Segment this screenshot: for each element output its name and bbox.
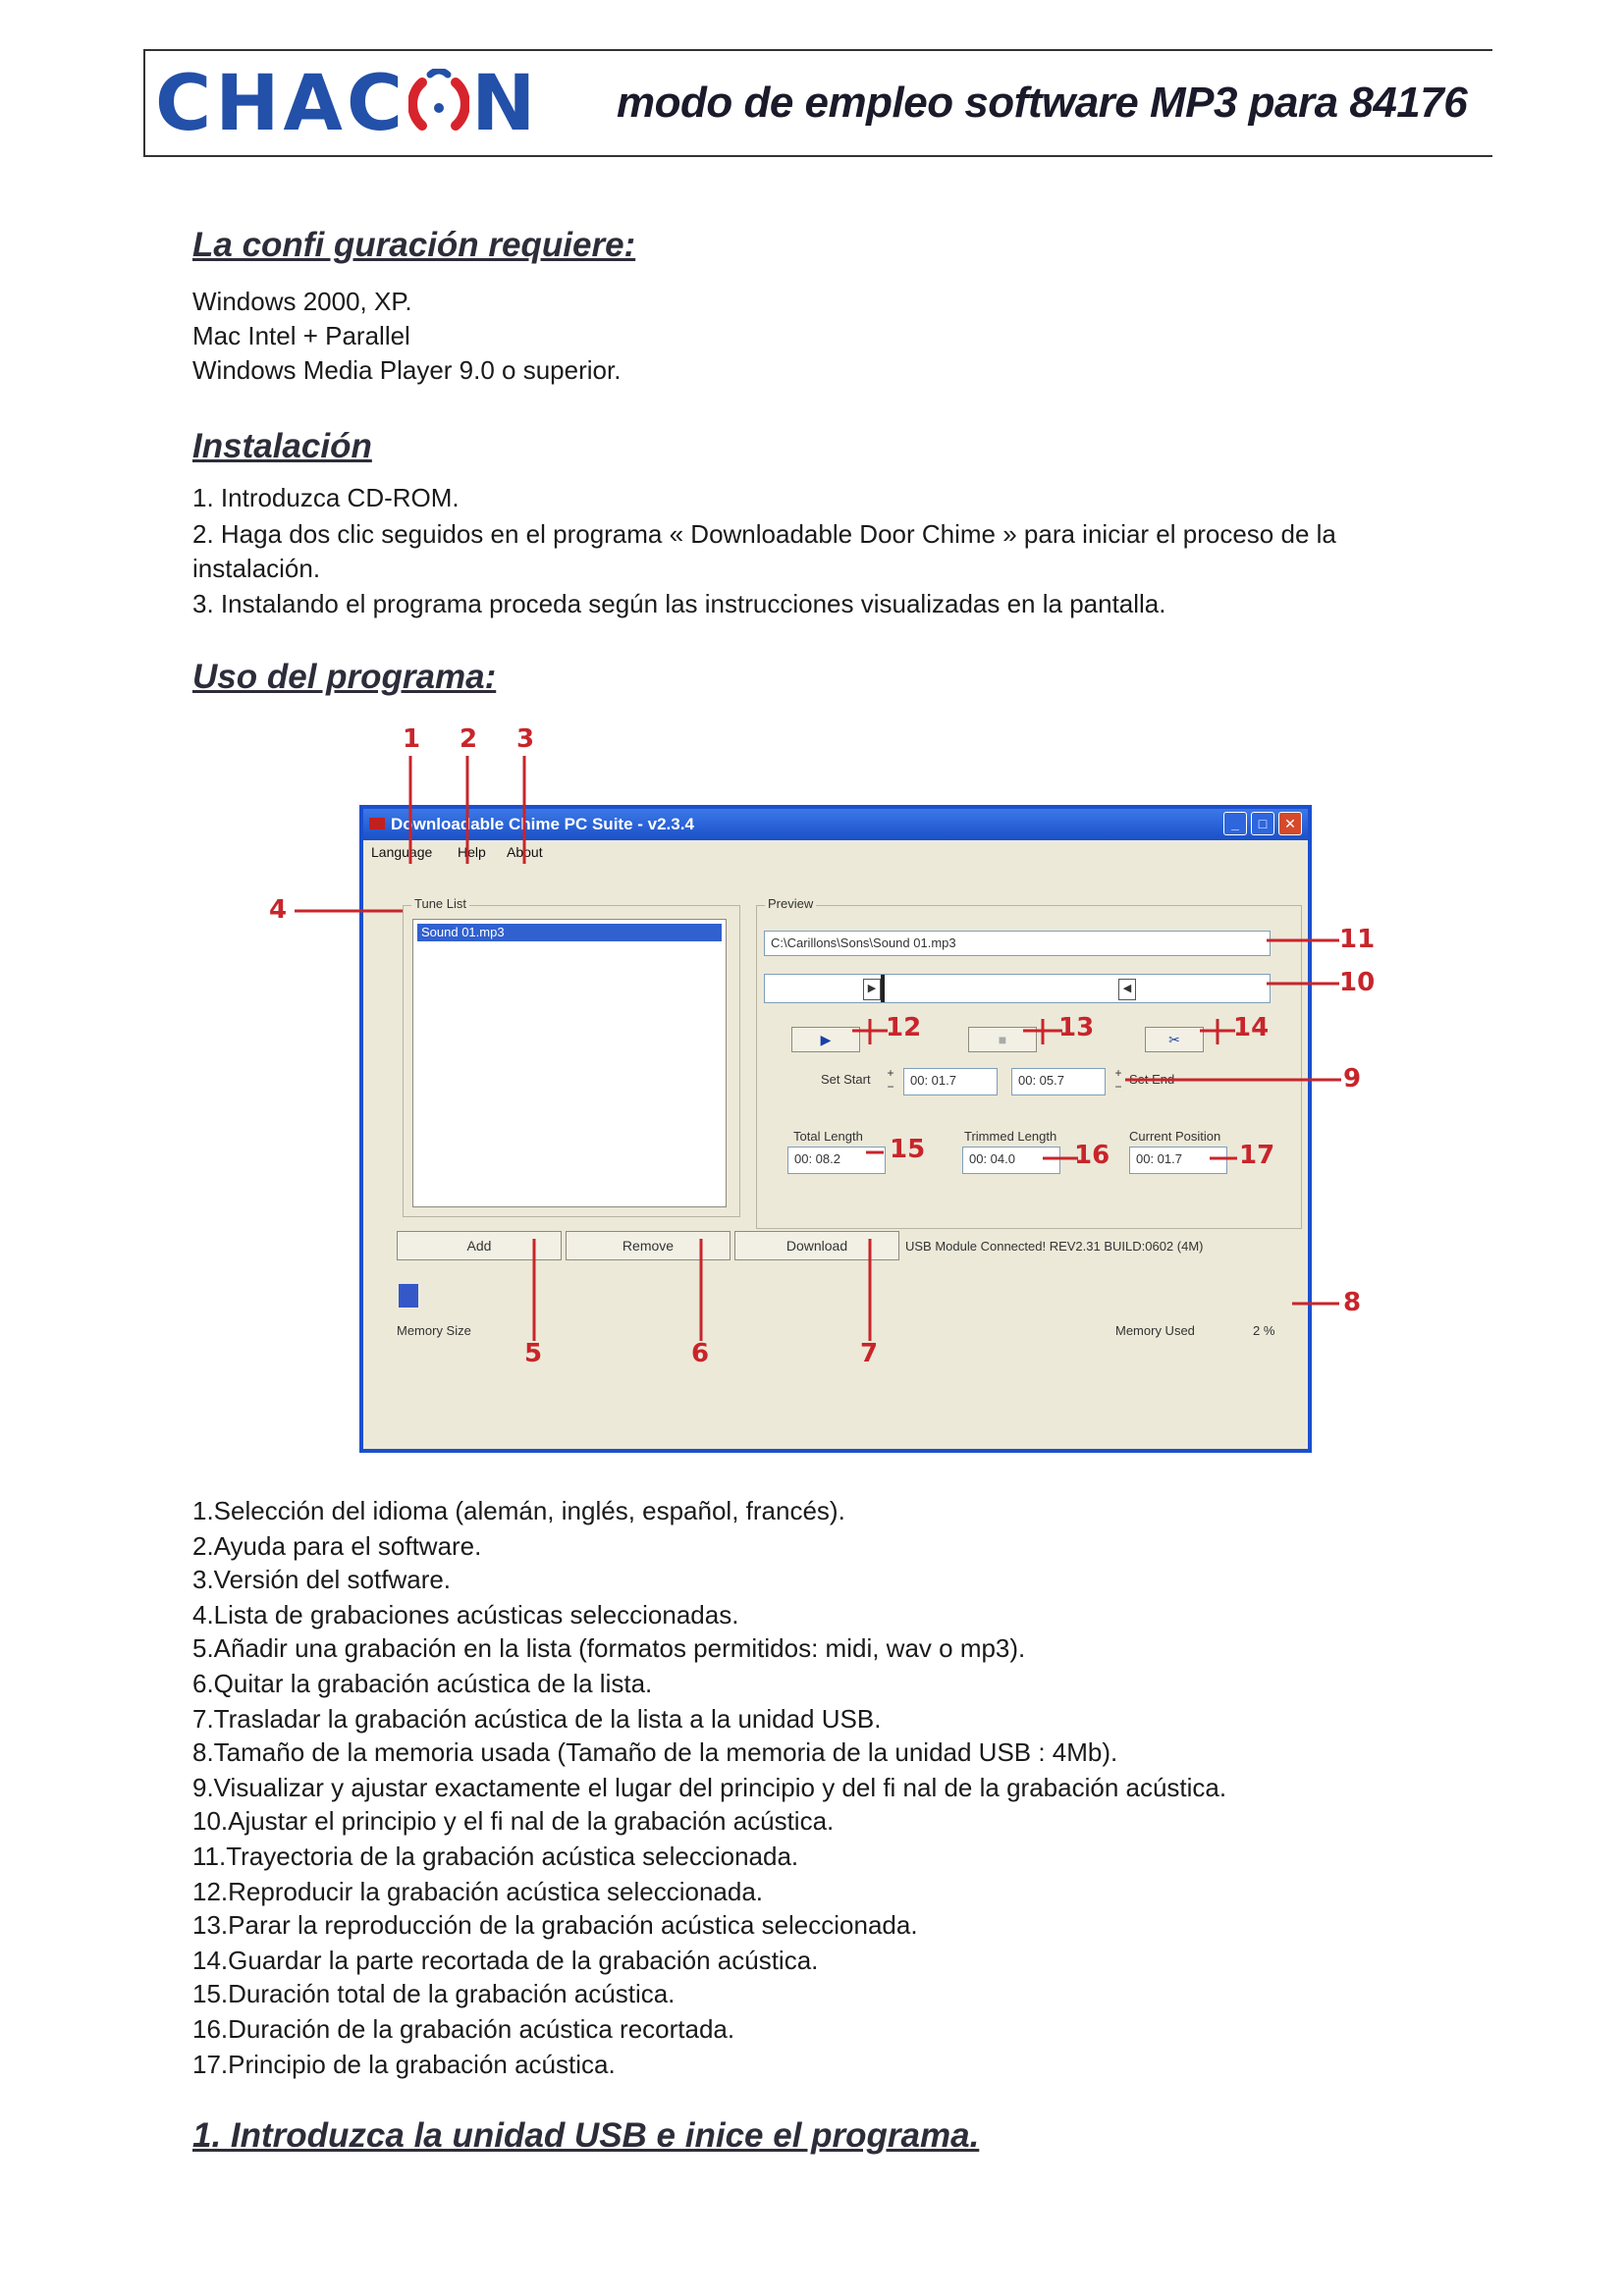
legend-item: 11.Trayectoria de la grabación acústica seleccionada.: [192, 1842, 799, 1871]
callout-14: 14: [1233, 1013, 1270, 1042]
maximize-button[interactable]: □: [1251, 812, 1274, 835]
callout-9: 9: [1343, 1064, 1362, 1094]
preview-label: Preview: [765, 896, 816, 911]
play-icon: ▶: [820, 1032, 832, 1047]
close-button[interactable]: ✕: [1278, 812, 1302, 835]
callout-16: 16: [1074, 1141, 1110, 1170]
usb-status: USB Module Connected! REV2.31 BUILD:0602 (4M): [905, 1239, 1204, 1254]
set-start-spinner[interactable]: + −: [887, 1066, 894, 1094]
step1-heading: 1. Introduzca la unidad USB e inice el programa.: [192, 2116, 980, 2155]
minimize-button[interactable]: _: [1223, 812, 1247, 835]
menu-help[interactable]: Help: [458, 844, 486, 860]
file-path-field: C:\Carillons\Sons\Sound 01.mp3: [764, 931, 1271, 956]
callout-7: 7: [860, 1339, 879, 1368]
installation-step: 3. Instalando el programa proceda según las instrucciones visualizadas en la pantalla.: [192, 589, 1166, 618]
callout-12: 12: [886, 1013, 922, 1042]
end-time-field[interactable]: 00: 05.7: [1011, 1068, 1106, 1095]
callout-5: 5: [524, 1339, 543, 1368]
legend-item: 15.Duración total de la grabación acústica.: [192, 1979, 676, 2008]
callout-2: 2: [460, 724, 478, 754]
callout-13: 13: [1058, 1013, 1095, 1042]
list-item[interactable]: Sound 01.mp3: [417, 924, 722, 941]
callout-11: 11: [1339, 925, 1376, 954]
current-position-field: 00: 01.7: [1129, 1147, 1227, 1174]
callout-15: 15: [890, 1135, 926, 1164]
callout-17: 17: [1239, 1141, 1275, 1170]
legend-item: 7.Trasladar la grabación acústica de la lista a la unidad USB.: [192, 1704, 882, 1734]
menu-language[interactable]: Language: [371, 844, 433, 860]
callout-1: 1: [403, 724, 421, 754]
logo-text-right: N: [471, 60, 540, 148]
legend-item: 4.Lista de grabaciones acústicas seleccionadas.: [192, 1600, 739, 1629]
total-length-label: Total Length: [793, 1129, 863, 1144]
end-marker-icon[interactable]: ◀: [1118, 979, 1136, 1000]
legend-item: 1.Selección del idioma (alemán, inglés, español, francés).: [192, 1496, 845, 1525]
installation-step: 2. Haga dos clic seguidos en el programa « Downloadable Door Chime » para iniciar el proceso de la instalación.: [192, 519, 1336, 583]
installation-heading: Instalación: [192, 427, 372, 465]
set-end-spinner[interactable]: + −: [1114, 1066, 1122, 1094]
set-start-label: Set Start: [821, 1072, 871, 1087]
memory-size-label: Memory Size: [397, 1323, 471, 1338]
stop-icon: ■: [998, 1032, 1007, 1047]
scissors-icon: ✂: [1168, 1032, 1180, 1047]
callout-10: 10: [1339, 968, 1376, 997]
requirement-line: Mac Intel + Parallel: [192, 321, 410, 350]
legend-item: 17.Principio de la grabación acústica.: [192, 2050, 616, 2079]
download-button[interactable]: Download: [734, 1231, 899, 1260]
legend-item: 12.Reproducir la grabación acústica seleccionada.: [192, 1877, 764, 1906]
legend-item: 2.Ayuda para el software.: [192, 1531, 482, 1561]
app-title: Downloadable Chime PC Suite - v2.3.4: [391, 815, 694, 833]
legend-item: 3.Versión del sotfware.: [192, 1565, 452, 1594]
legend-item: 16.Duración de la grabación acústica recortada.: [192, 2014, 735, 2044]
legend-item: 8.Tamaño de la memoria usada (Tamaño de la memoria de la unidad USB : 4Mb).: [192, 1737, 1118, 1767]
add-button[interactable]: Add: [397, 1231, 562, 1260]
callout-4: 4: [269, 895, 288, 925]
remove-button[interactable]: Remove: [566, 1231, 731, 1260]
requirement-line: Windows Media Player 9.0 o superior.: [192, 355, 622, 385]
legend-item: 6.Quitar la grabación acústica de la lista.: [192, 1669, 653, 1698]
legend-item: 9.Visualizar y ajustar exactamente el lugar del principio y del fi nal de la grabación acústica.: [192, 1773, 1227, 1802]
legend-item: 10.Ajustar el principio y el fi nal de la grabación acústica.: [192, 1806, 835, 1836]
start-marker-icon[interactable]: ▶: [863, 979, 881, 1000]
callout-8: 8: [1343, 1288, 1362, 1317]
memory-used-value: 2 %: [1253, 1323, 1275, 1338]
logo-text-left: CHAC: [155, 60, 407, 148]
usage-heading: Uso del programa:: [192, 658, 497, 696]
callout-3: 3: [516, 724, 535, 754]
memory-used-label: Memory Used: [1115, 1323, 1195, 1338]
start-time-field[interactable]: 00: 01.7: [903, 1068, 998, 1095]
menu-about[interactable]: About: [507, 844, 543, 860]
trimmed-length-field: 00: 04.0: [962, 1147, 1060, 1174]
trimmed-length-label: Trimmed Length: [964, 1129, 1057, 1144]
document-title: modo de empleo software MP3 para 84176: [617, 79, 1468, 127]
requirement-line: Windows 2000, XP.: [192, 287, 412, 316]
callout-6: 6: [691, 1339, 710, 1368]
tune-list-label: Tune List: [411, 896, 469, 911]
installation-step: 1. Introduzca CD-ROM.: [192, 483, 460, 512]
requirements-heading: La confi guración requiere:: [192, 226, 636, 264]
legend-item: 13.Parar la reproducción de la grabación acústica seleccionada.: [192, 1910, 918, 1940]
legend-item: 14.Guardar la parte recortada de la grabación acústica.: [192, 1946, 819, 1975]
total-length-field: 00: 08.2: [787, 1147, 886, 1174]
legend-item: 5.Añadir una grabación en la lista (formatos permitidos: midi, wav o mp3).: [192, 1633, 1026, 1663]
current-position-label: Current Position: [1129, 1129, 1221, 1144]
set-end-label: Set End: [1129, 1072, 1175, 1087]
